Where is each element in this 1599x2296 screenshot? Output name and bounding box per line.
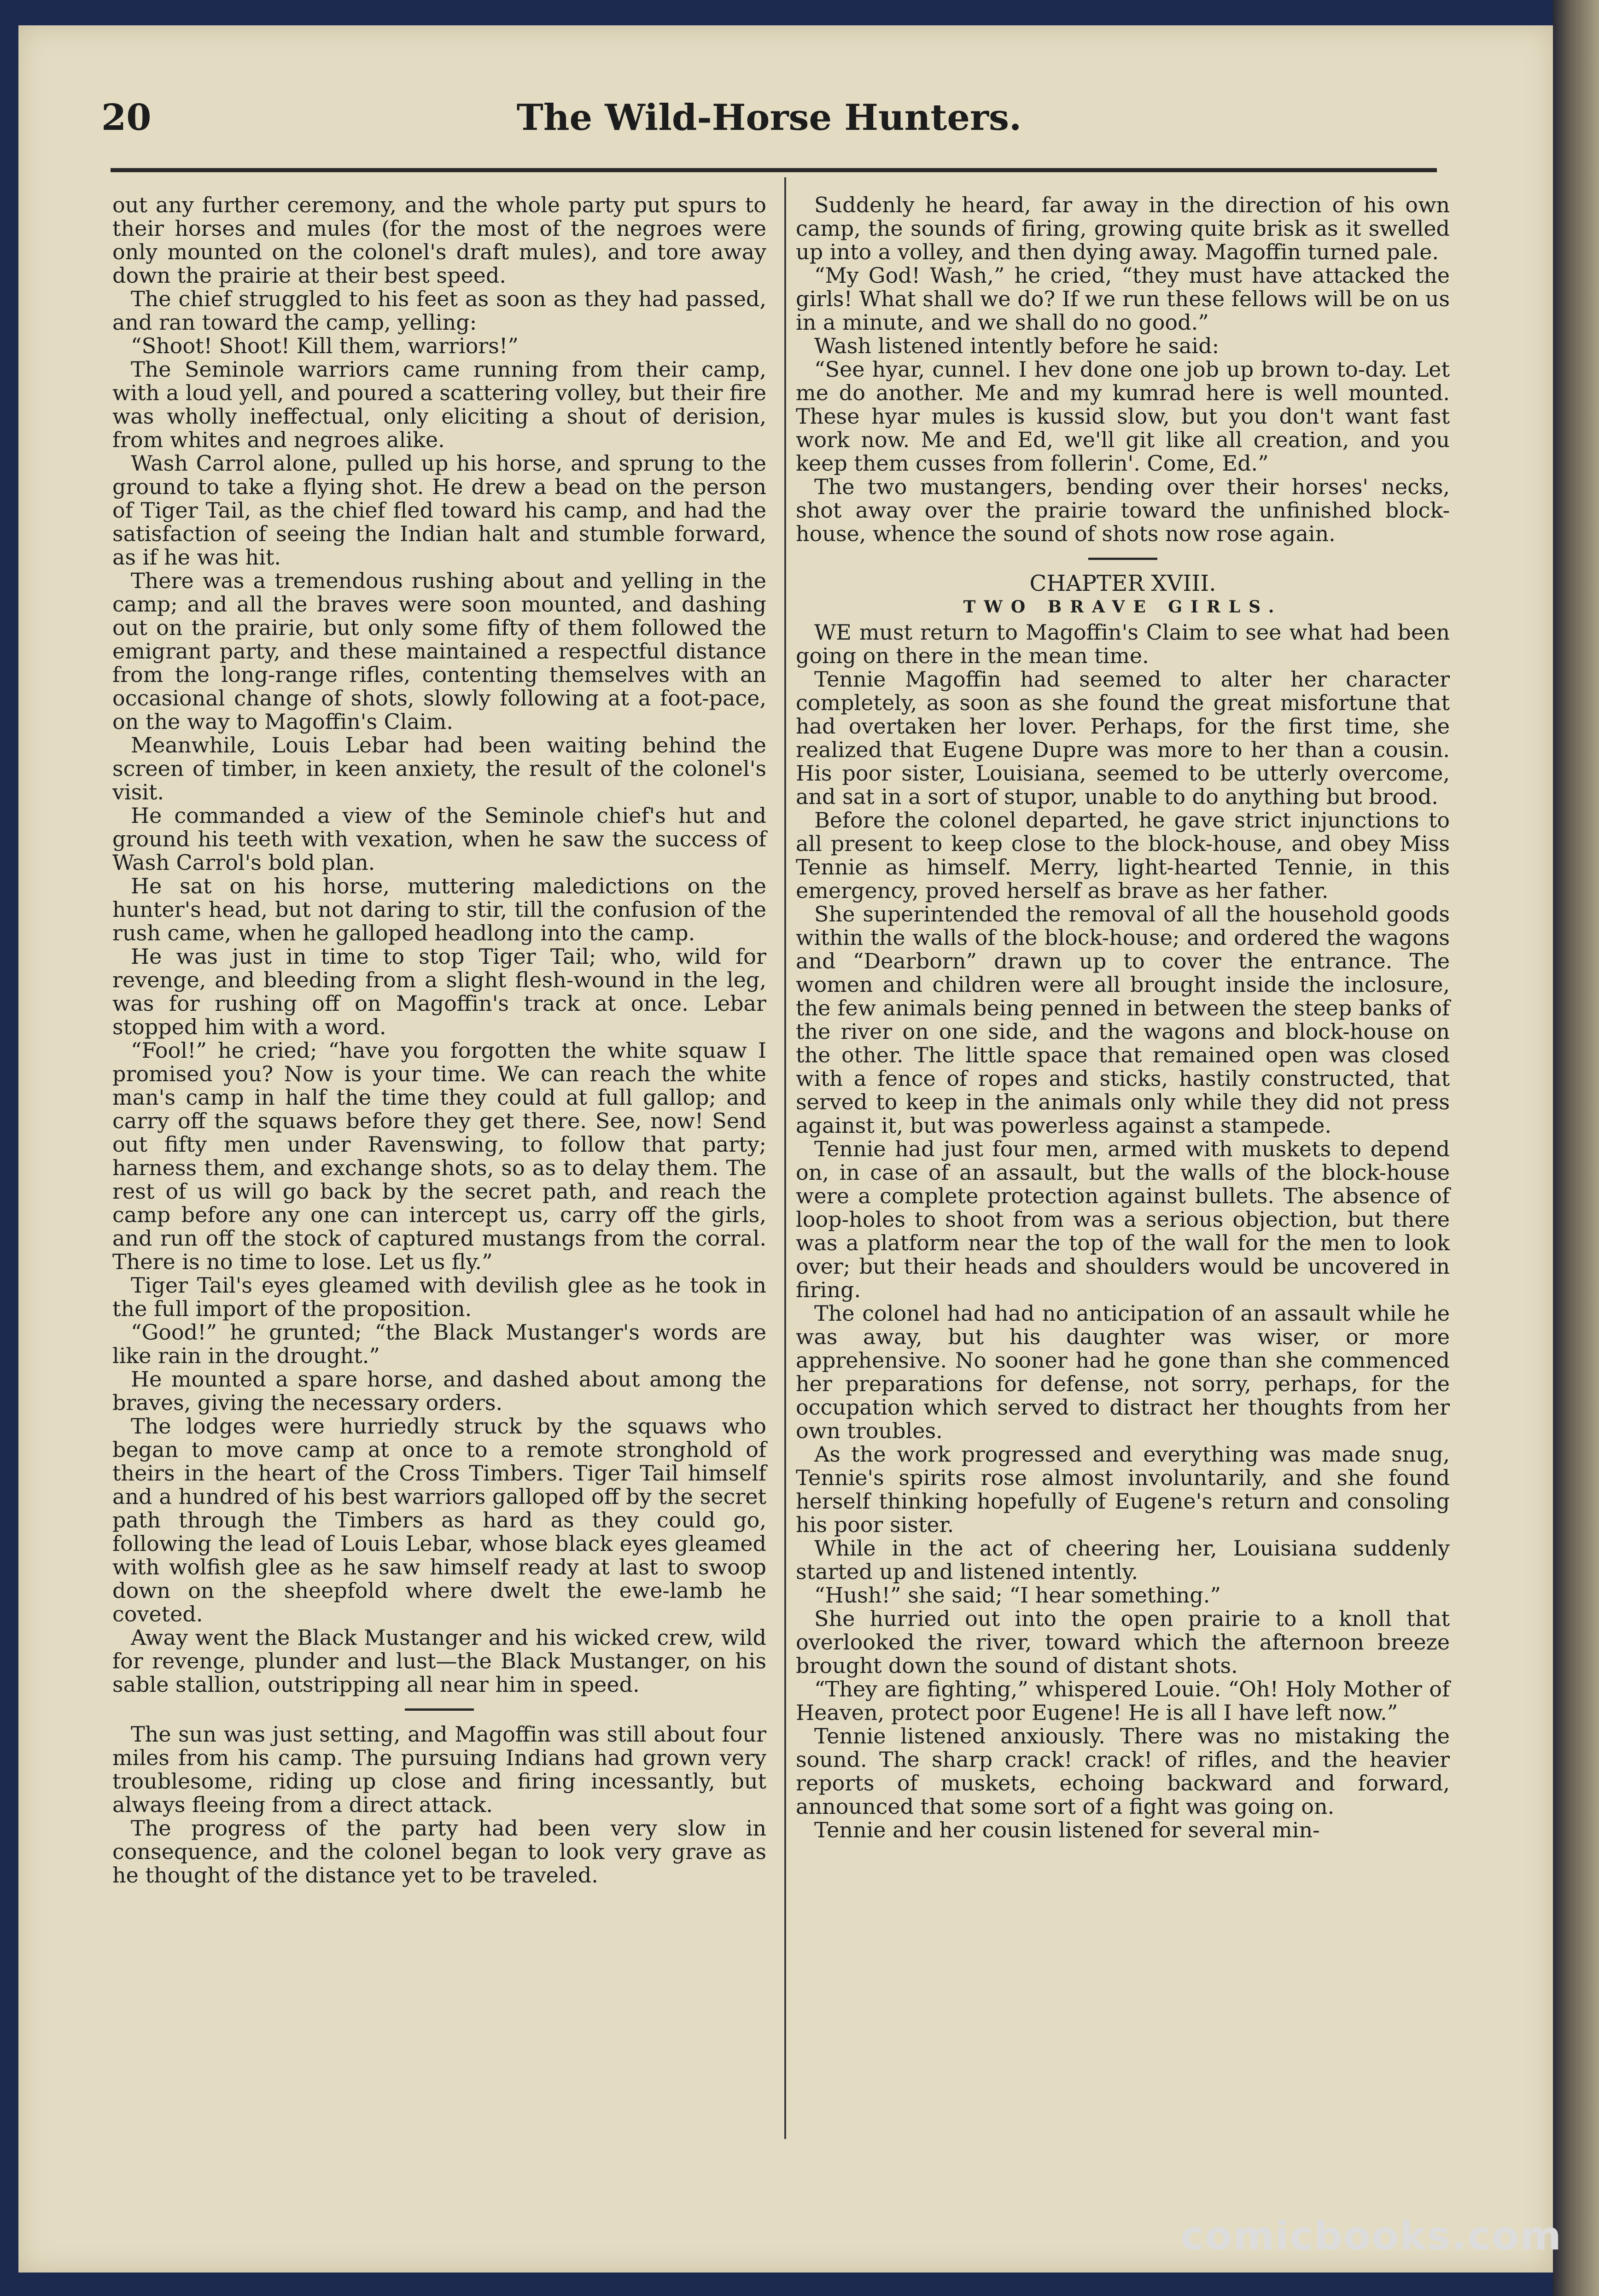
paragraph: He sat on his horse, muttering maledictions on the hunter's head, but not daring to stir, till the confusion of the rush came, when he galloped headlong into the camp. — [112, 874, 766, 945]
paragraph: Wash Carrol alone, pulled up his horse, and sprung to the ground to take a flying shot. He drew a bead on the person of Tiger Tail, as the chief fled toward his camp, and had the satisfaction of seeing the Indian halt and stumble forward, as if he was hit. — [112, 451, 766, 570]
paragraph: Meanwhile, Louis Lebar had been waiting behind the screen of timber, in keen anxiety, the result of the colonel's visit. — [112, 733, 766, 804]
paragraph: While in the act of cheering her, Louisiana suddenly started up and listened intently. — [796, 1536, 1450, 1584]
paragraph: The two mustangers, bending over their horses' necks, shot away over the prairie toward the unfinished block-house, whence the sound of shots now rose again. — [796, 474, 1450, 546]
paragraph: “Good!” he grunted; “the Black Mustanger's words are like rain in the drought.” — [112, 1320, 766, 1368]
paragraph: Wash listened intently before he said: — [814, 333, 1220, 358]
paragraph: As the work progressed and everything was made snug, Tennie's spirits rose almost involuntarily, and she found herself thinking hopefully of Eugene's return and consoling his poor sister. — [796, 1442, 1450, 1537]
paragraph: The Seminole warriors came running from their camp, with a loud yell, and poured a scattering volley, but their fire was wholly ineffectual, only eliciting a shout of derision, from whites and negroes alike. — [112, 357, 766, 452]
paragraph: She hurried out into the open prairie to a knoll that overlooked the river, toward which the afternoon breeze brought down the sound of distant shots. — [796, 1606, 1450, 1678]
header-rule — [111, 168, 1437, 172]
page-header — [101, 78, 1437, 143]
running-title: The Wild-Horse Hunters. — [516, 97, 1022, 139]
page-number: 20 — [101, 97, 152, 139]
paragraph: “They are fighting,” whispered Louie. “Oh! Holy Mother of Heaven, protect poor Eugene! He is all I have left now.” — [796, 1677, 1450, 1725]
paragraph: Tennie and her cousin listened for several min- — [814, 1818, 1320, 1842]
left-column — [112, 193, 766, 1887]
paragraph: The progress of the party had been very slow in consequence, and the colonel began to look very grave as he thought of the distance yet to be traveled. — [112, 1816, 766, 1888]
paragraph: Tiger Tail's eyes gleamed with devilish glee as he took in the full import of the proposition. — [112, 1273, 766, 1321]
chapter-title: CHAPTER XVIII. — [1029, 571, 1216, 596]
watermark: comicbooks.com — [1180, 2213, 1562, 2259]
paragraph: Away went the Black Mustanger and his wicked crew, wild for revenge, plunder and lust—the Black Mustanger, on his sable stallion, outstripping all near him in speed. — [112, 1625, 766, 1697]
paragraph: Tennie had just four men, armed with muskets to depend on, in case of an assault, but the walls of the block-house were a complete protection against bullets. The absence of loop-holes to shoot from was a serious objection, but there was a platform near the top of the wall for the men to look over; but their heads and shoulders would be uncovered in firing. — [796, 1136, 1450, 1302]
paragraph: WE must return to Magoffin's Claim to see what had been going on there in the mean time. — [796, 620, 1450, 668]
paragraph: Tennie Magoffin had seemed to alter her character completely, as soon as she found the great misfortune that had overtaken her lover. Perhaps, for the first time, she realized that Eugene Dupre was more to her than a cousin. His poor sister, Louisiana, seemed to be utterly overcome, and sat in a sort of stupor, unable to do anything but brood. — [796, 667, 1450, 809]
paragraph: He mounted a spare horse, and dashed about among the braves, giving the necessary orders. — [112, 1367, 766, 1415]
paragraph: The sun was just setting, and Magoffin was still about four miles from his camp. The pursuing Indians had grown very troublesome, riding up close and firing incessantly, but always fleeing from a direct attack. — [112, 1722, 766, 1817]
paragraph: “Shoot! Shoot! Kill them, warriors!” — [131, 333, 519, 358]
paragraph: There was a tremendous rushing about and yelling in the camp; and all the braves were soon mounted, and dashing out on the prairie, but only some fifty of them followed the emigrant party, and these maintained a respectful distance from the long-range rifles, contenting themselves with an occasional change of shots, slowly following at a foot-pace, on the way to Magoffin's Claim. — [112, 568, 766, 734]
paragraph: The lodges were hurriedly struck by the squaws who began to move camp at once to a remote stronghold of theirs in the heart of the Cross Timbers. Tiger Tail himself and a hundred of his best warriors galloped off by the secret path through the Timbers as hard as they could go, following the lead of Louis Lebar, whose black eyes gleamed with wolfish glee as he saw himself ready at last to swoop down on the sheepfold where dwelt the ewe-lamb he coveted. — [112, 1414, 766, 1626]
paragraph: “Fool!” he cried; “have you forgotten the white squaw I promised you? Now is your time. We can reach the white man's camp in half the time they could at full gallop; and carry off the squaws before they get there. See, now! Send out fifty men under Ravenswing, to follow that party; harness them, and exchange shots, so as to delay them. The rest of us will go back by the secret path, and reach the camp before any one can intercept us, carry off the girls, and run off the stock of captured mustangs from the corral. There is no time to lose. Let us fly.” — [112, 1038, 766, 1274]
paragraph: She superintended the removal of all the household goods within the walls of the block-house; and ordered the wagons and “Dearborn” drawn up to cover the entrance. The women and children were all brought inside the inclosure, the few animals being penned in between the steep banks of the river on one side, and the wagons and block-house on the other. The little space that remained open was closed with a fence of ropes and sticks, hastily constructed, that served to keep in the animals only while they did not press against it, but was powerless against a stampede. — [796, 902, 1450, 1138]
paragraph: Suddenly he heard, far away in the direction of his own camp, the sounds of firing, growing quite brisk as it swelled up into a volley, and then dying away. Magoffin turned pale. — [796, 192, 1450, 264]
column-divider — [784, 177, 786, 2139]
paragraph: He commanded a view of the Seminole chief's hut and ground his teeth with vexation, when he saw the success of Wash Carrol's bold plan. — [112, 803, 766, 875]
paragraph: “See hyar, cunnel. I hev done one job up brown to-day. Let me do another. Me and my kumrad here is well mounted. These hyar mules is kussid slow, but you don't want fast work now. Me and Ed, we'll git like all creation, and you keep them cusses from follerin'. Come, Ed.” — [796, 357, 1450, 476]
paragraph: “My God! Wash,” he cried, “they must have attacked the girls! What shall we do? If we run these fellows will be on us in a minute, and we shall do no good.” — [796, 263, 1450, 335]
page-edge — [1553, 0, 1599, 2296]
chapter-separator — [1088, 558, 1157, 560]
paragraph: The colonel had had no anticipation of an assault while he was away, but his daughter was wiser, or more apprehensive. No sooner had he gone than she commenced her preparations for defense, not sorry, perhaps, for the occupation which served to distract her thoughts from her own troubles. — [796, 1301, 1450, 1443]
paragraph: He was just in time to stop Tiger Tail; who, wild for revenge, and bleeding from a slight flesh-wound in the leg, was for rushing off on Magoffin's track at once. Lebar stopped him with a word. — [112, 944, 766, 1039]
chapter-subtitle: TWO BRAVE GIRLS. — [963, 597, 1283, 617]
paragraph: out any further ceremony, and the whole party put spurs to their horses and mules (for the most of the negroes were only mounted on the colonel's draft mules), and tore away down the prairie at their best speed. — [112, 192, 766, 288]
right-column — [796, 193, 1450, 1842]
paragraph: The chief struggled to his feet as soon as they had passed, and ran toward the camp, yelling: — [112, 286, 766, 335]
paragraph: “Hush!” she said; “I hear something.” — [814, 1583, 1221, 1608]
paragraph: Before the colonel departed, he gave strict injunctions to all present to keep close to the block-house, and obey Miss Tennie as himself. Merry, light-hearted Tennie, in this emergency, proved herself as brave as her father. — [796, 808, 1450, 903]
paragraph: Tennie listened anxiously. There was no mistaking the sound. The sharp crack! crack! of rifles, and the heavier reports of muskets, echoing backward and forward, announced that some sort of a fight was going on. — [796, 1724, 1450, 1819]
section-separator — [405, 1708, 474, 1711]
